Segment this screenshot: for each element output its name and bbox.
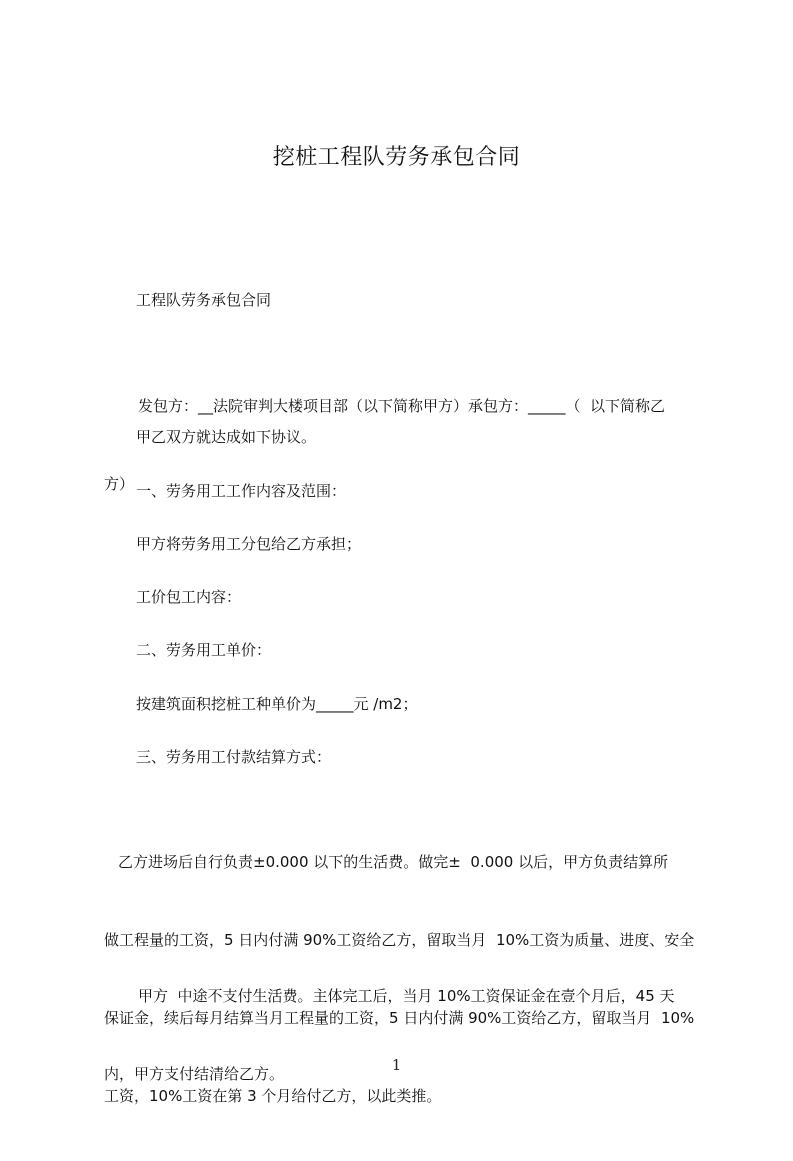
payment-paragraph-2	[104, 931, 724, 1139]
parties-line-2: 方）	[104, 475, 135, 493]
section-1-text-scope: 甲方将劳务用工分包给乙方承担；	[136, 535, 362, 553]
agreement-statement: 甲乙双方就达成如下协议。	[136, 428, 317, 446]
section-2-heading: 二、劳务用工单价：	[136, 641, 272, 659]
parties-line-1: 发包方：__法院审判大楼项目部（以下简称甲方）承包方：_____（ 以下简称乙	[138, 397, 666, 415]
section-1-text-content: 工价包工内容：	[136, 588, 242, 606]
payment-p1-line-2: 做工程量的工资，5 日内付满 90%工资给乙方，留取当月 10%工资为质量、进度、安全	[104, 931, 695, 949]
section-1-heading: 一、劳务用工工作内容及范围：	[136, 482, 347, 500]
payment-p2-line-2: 内，甲方支付结清给乙方。	[104, 1065, 285, 1083]
payment-p1-line-4: 工资，10%工资在第 3 个月给付乙方，以此类推。	[104, 1087, 442, 1105]
document-title: 挖桩工程队劳务承包合同	[272, 145, 521, 170]
payment-p1-line-3: 保证金，续后每月结算当月工程量的工资，5 日内付满 90%工资给乙方，留取当月 10%	[104, 1009, 695, 1027]
payment-p2-line-1: 甲方 中途不支付生活费。主体完工后，当月 10%工资保证金在壹个月后，45 天	[138, 987, 675, 1005]
section-2-unit-price: 按建筑面积挖桩工种单价为_____元 /m2；	[136, 695, 418, 713]
payment-p1-line-1: 乙方进场后自行负责±0.000 以下的生活费。做完± 0.000 以后，甲方负责结算所	[118, 853, 669, 871]
page-number: 1	[391, 1056, 402, 1074]
document-subtitle: 工程队劳务承包合同	[136, 291, 272, 309]
section-3-heading: 三、劳务用工付款结算方式：	[136, 748, 332, 766]
